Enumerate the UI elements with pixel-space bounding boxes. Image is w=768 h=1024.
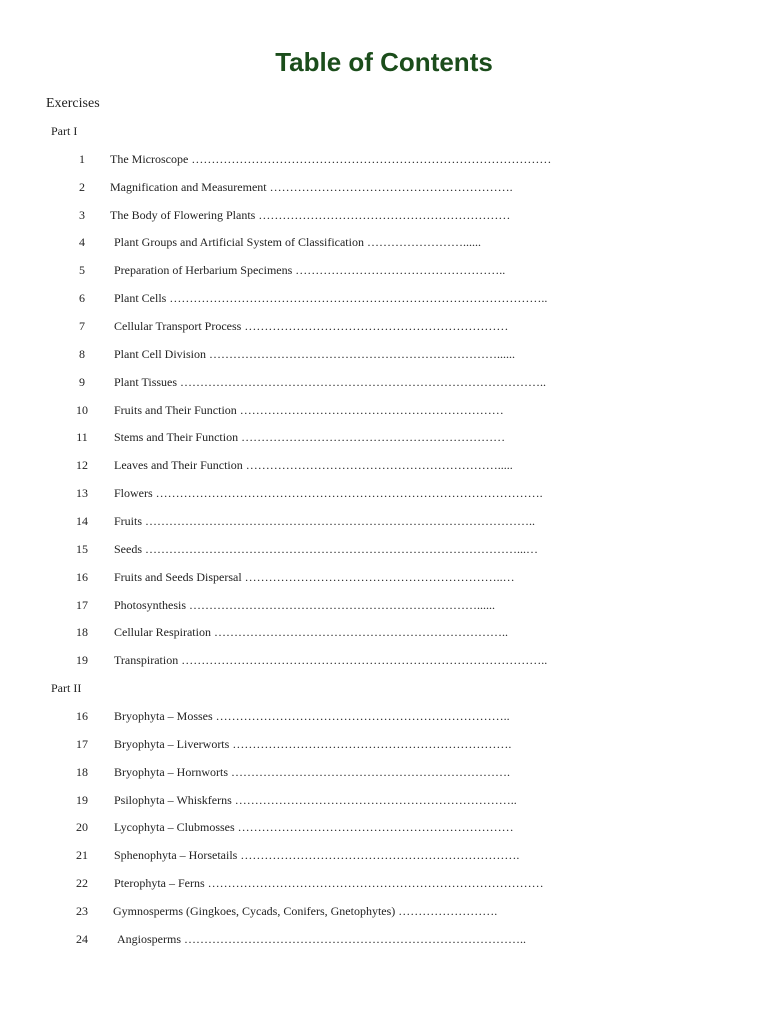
toc-entry: [0, 229, 768, 257]
toc-entry: [0, 814, 768, 842]
entry-number: 18: [76, 764, 88, 779]
section-heading-exercises: Exercises: [46, 96, 100, 112]
toc-entry: [0, 842, 768, 870]
entry-leader-dots: ……………………………………………..: [295, 263, 506, 278]
entry-leader-dots: …………………………………………………………: [244, 318, 509, 333]
toc-entry: [0, 619, 768, 647]
toc-entry: [0, 926, 768, 954]
entry-leader-dots: ………………………………………………………………………………: [191, 151, 552, 166]
entry-title: Stems and Their Function: [114, 430, 239, 445]
toc-entry: [0, 703, 768, 731]
toc-entry: [0, 424, 768, 452]
entry-leader-dots: …………………………………………………………………………………….: [155, 486, 543, 501]
entry-text-group: [114, 703, 510, 731]
entry-leader-dots: …………………………………………………….: [269, 179, 513, 194]
toc-entry: [0, 592, 768, 620]
toc-entry: [0, 787, 768, 815]
entry-title: Cellular Transport Process: [114, 318, 242, 333]
entry-leader-dots: …………………………………………………………: [241, 430, 506, 445]
entry-leader-dots: …………………………………………………………….: [232, 736, 512, 751]
entry-text-group: [114, 257, 506, 285]
entry-text-group: [114, 536, 538, 564]
entry-leader-dots: …………………………………………………………………………………...…: [145, 541, 538, 556]
entry-text-group: [114, 285, 548, 313]
entry-number: 1: [79, 151, 85, 166]
entry-title: Angiosperms: [117, 931, 181, 946]
entry-title: Seeds: [114, 541, 142, 556]
entry-title: Transpiration: [114, 653, 179, 668]
entry-number: 10: [76, 402, 88, 417]
entry-title: Bryophyta – Mosses: [114, 708, 213, 723]
entry-text-group: [114, 731, 512, 759]
entry-leader-dots: ……………………………………………………………..: [234, 792, 517, 807]
toc-entry: [0, 898, 768, 926]
entry-text-group: [114, 397, 503, 425]
entry-leader-dots: ………………………………………………………..…: [244, 569, 515, 584]
part-label: Part II: [51, 681, 82, 696]
entry-leader-dots: ……………………………………………………….....: [245, 458, 513, 473]
entry-text-group: [114, 369, 547, 397]
entry-text-group: [110, 174, 513, 202]
entry-text-group: [114, 592, 503, 620]
entry-title: Gymnosperms (Gingkoes, Cycads, Conifers, Gnetophytes): [113, 903, 396, 918]
entry-text-group: [114, 341, 516, 369]
entry-leader-dots: …………………………………………………………………………………..: [169, 291, 548, 306]
entry-title: The Microscope: [110, 151, 189, 166]
entry-leader-dots: …………………………………………………………: [239, 402, 504, 417]
entry-title: Cellular Respiration: [114, 625, 211, 640]
entry-number: 2: [79, 179, 85, 194]
entry-number: 17: [76, 597, 88, 612]
entry-title: Psilophyta – Whiskferns: [114, 792, 232, 807]
entry-text-group: [117, 926, 526, 954]
toc-entry: [0, 536, 768, 564]
toc-entry: [0, 174, 768, 202]
entry-text-group: [114, 870, 544, 898]
entry-text-group: [114, 564, 515, 592]
entry-text-group: [114, 842, 520, 870]
toc-entry: [0, 257, 768, 285]
toc-entry: [0, 870, 768, 898]
toc-entry: [0, 452, 768, 480]
entry-title: Sphenophyta – Horsetails: [114, 848, 238, 863]
entry-leader-dots: …………………………………………………………………………: [207, 876, 544, 891]
toc-entry: [0, 480, 768, 508]
entry-number: 3: [79, 207, 85, 222]
entry-number: 16: [76, 708, 88, 723]
entry-number: 20: [76, 820, 88, 835]
entry-title: Fruits and Their Function: [114, 402, 237, 417]
entry-title: Magnification and Measurement: [110, 179, 267, 194]
entry-leader-dots: ………………………………………………………………..: [215, 708, 510, 723]
entry-number: 5: [79, 263, 85, 278]
entry-text-group: [110, 146, 552, 174]
entry-title: Plant Cell Division: [114, 346, 207, 361]
toc-entry: [0, 313, 768, 341]
entry-title: The Body of Flowering Plants: [110, 207, 256, 222]
toc-entry: [0, 369, 768, 397]
entry-number: 15: [76, 541, 88, 556]
entry-title: Plant Cells: [114, 291, 167, 306]
entry-leader-dots: ……………………......: [366, 235, 481, 250]
entry-title: Lycophyta – Clubmosses: [114, 820, 235, 835]
entry-number: 22: [76, 876, 88, 891]
entry-text-group: [114, 759, 510, 787]
entry-leader-dots: ……………………………………………………………………………………..: [145, 513, 536, 528]
entry-number: 21: [76, 848, 88, 863]
toc-entry: [0, 341, 768, 369]
toc-entry: [0, 759, 768, 787]
entry-number: 24: [76, 931, 88, 946]
entry-text-group: [114, 647, 548, 675]
entry-text-group: [114, 508, 536, 536]
entry-leader-dots: ………………………………………………………: [258, 207, 511, 222]
entry-number: 18: [76, 625, 88, 640]
entry-number: 17: [76, 736, 88, 751]
entry-leader-dots: ………………………………………………………………………………..: [181, 653, 548, 668]
entry-title: Plant Tissues: [114, 374, 178, 389]
entry-title: Photosynthesis: [114, 597, 187, 612]
entry-title: Bryophyta – Hornworts: [114, 764, 228, 779]
toc-entry: [0, 564, 768, 592]
toc-entry: [0, 202, 768, 230]
entry-number: 13: [76, 486, 88, 501]
entry-number: 12: [76, 458, 88, 473]
toc-entry: [0, 647, 768, 675]
toc-entry: [0, 285, 768, 313]
entry-number: 9: [79, 374, 85, 389]
entry-number: 16: [76, 569, 88, 584]
toc-entry: [0, 397, 768, 425]
entry-number: 19: [76, 653, 88, 668]
toc-entry: [0, 146, 768, 174]
entry-title: Pterophyta – Ferns: [114, 876, 205, 891]
entry-title: Preparation of Herbarium Specimens: [114, 263, 293, 278]
toc-entry: [0, 731, 768, 759]
entry-text-group: [114, 480, 543, 508]
part-label: Part I: [51, 123, 78, 138]
entry-leader-dots: …………………………………………………………….: [240, 848, 520, 863]
entry-text-group: [114, 814, 514, 842]
entry-number: 19: [76, 792, 88, 807]
entry-text-group: [110, 202, 511, 230]
entry-text-group: [114, 452, 513, 480]
entry-leader-dots: …………………………………………………………….: [231, 764, 510, 779]
entry-number: 8: [79, 346, 85, 361]
entry-number: 7: [79, 318, 85, 333]
entry-number: 11: [76, 430, 88, 445]
entry-title: Fruits: [114, 513, 143, 528]
entry-leader-dots: …………………………………………………………………………..: [184, 931, 526, 946]
entry-leader-dots: ………………………………………………………………..: [213, 625, 508, 640]
entry-text-group: [114, 619, 508, 647]
entry-leader-dots: ………………………………………………………………......: [189, 597, 496, 612]
entry-number: 23: [76, 903, 88, 918]
table-of-contents: [0, 90, 768, 954]
entry-number: 6: [79, 291, 85, 306]
entry-text-group: [114, 313, 509, 341]
entry-leader-dots: ………………………………………………………………......: [209, 346, 516, 361]
entry-title: Flowers: [114, 486, 153, 501]
entry-number: 4: [79, 235, 85, 250]
entry-leader-dots: …………………….: [398, 903, 498, 918]
entry-title: Bryophyta – Liverworts: [114, 736, 230, 751]
entry-leader-dots: ……………………………………………………………: [237, 820, 514, 835]
entry-title: Fruits and Seeds Dispersal: [114, 569, 242, 584]
entry-text-group: [113, 898, 503, 926]
toc-entry: [0, 508, 768, 536]
entry-leader-dots: ………………………………………………………………………………..: [180, 374, 547, 389]
entry-title: Plant Groups and Artificial System of Classification: [114, 235, 364, 250]
entry-text-group: [114, 787, 517, 815]
page-title: Table of Contents: [275, 47, 493, 77]
entry-number: 14: [76, 513, 88, 528]
entry-title: Leaves and Their Function: [114, 458, 243, 473]
entry-text-group: [114, 424, 506, 452]
entry-text-group: [114, 229, 503, 257]
